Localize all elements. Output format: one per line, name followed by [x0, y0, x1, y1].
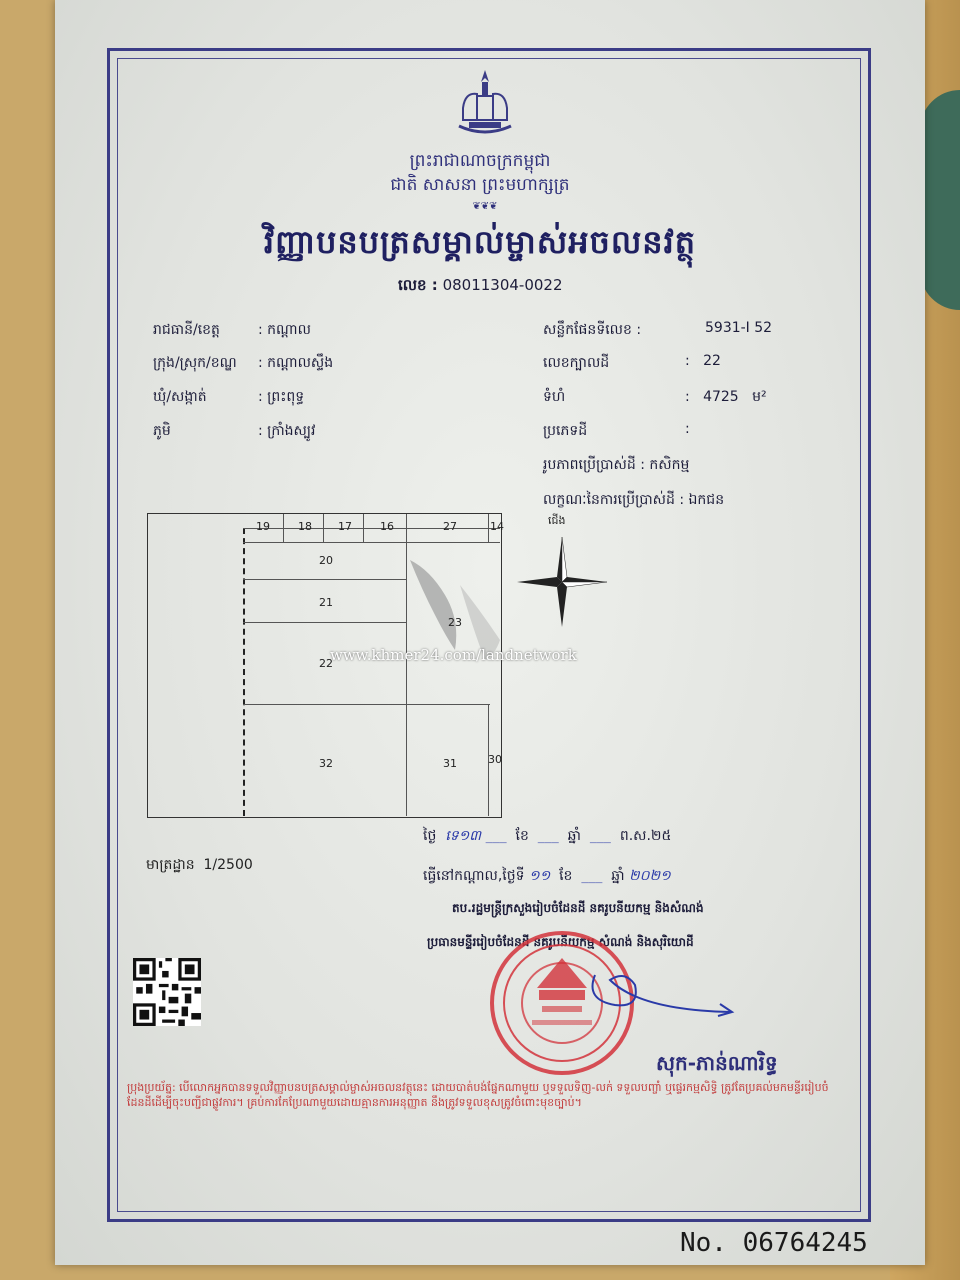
- field-province-value: : កណ្តាល: [258, 322, 311, 338]
- map-line: [406, 514, 407, 816]
- map-line: [243, 704, 490, 705]
- authority-line-1: តប.រដ្ឋមន្ត្រីក្រសួងរៀបចំដែនដី នគរូបនីយកម្ម និងសំណង់: [452, 901, 704, 915]
- cadastral-map: [147, 513, 502, 818]
- map-scale: មាត្រដ្ឋាន 1/2500: [146, 857, 253, 873]
- field-district-label: ក្រុង/ស្រុក/ខណ្ឌ: [153, 355, 237, 371]
- handwritten-issue-year: ២០២១: [629, 868, 671, 884]
- signer-name: សុក-ភាន់ណារិទ្ធ: [656, 1051, 778, 1075]
- map-line: [243, 542, 500, 543]
- map-lot-number: 20: [319, 554, 333, 567]
- map-lot-number: 17: [338, 520, 352, 533]
- field-village-value: : ក្រាំងស្បូវ: [258, 423, 316, 439]
- field-commune-label: ឃុំ/សង្កាត់: [153, 389, 207, 405]
- map-line: [323, 514, 324, 542]
- map-lot-number: 19: [256, 520, 270, 533]
- map-lot-number: 22: [319, 657, 333, 670]
- certificate-number: [398, 276, 563, 298]
- map-line: [363, 514, 364, 542]
- map-line: [488, 514, 489, 542]
- handwritten-lunar-year: ___: [585, 828, 616, 844]
- lunar-date-line: ថ្ងៃ ទេ១៣ ___ ខែ ___ ឆ្នាំ ___ ព.ស.២៥: [423, 828, 672, 844]
- map-lot-number: 32: [319, 757, 333, 770]
- field-land-use-label: រូបភាពប្រើប្រាស់ដី : កសិកម្ម: [543, 457, 690, 473]
- map-lot-number: 18: [298, 520, 312, 533]
- field-ownership-label: លក្ខណៈនៃការប្រើប្រាស់ដី : ឯកជន: [543, 492, 725, 508]
- kingdom-heading: ព្រះរាជាណាចក្រកម្ពុជា: [409, 151, 551, 171]
- royal-emblem-icon: [455, 68, 515, 138]
- map-line: [243, 528, 500, 529]
- field-parcel-value: : 22: [685, 353, 721, 369]
- field-province-label: រាជធានី/ខេត្ត: [153, 322, 220, 338]
- field-parcel-label: លេខក្បាលដី: [543, 355, 610, 371]
- compass-rose-icon: [517, 537, 607, 627]
- serial-number: No. 06764245: [680, 1228, 868, 1258]
- map-lot-number: 14: [490, 520, 504, 533]
- map-boundary-dashed: [243, 528, 245, 816]
- map-lot-number: 30: [488, 753, 502, 766]
- map-lot-number: 23: [448, 616, 462, 629]
- watermark-text: www.khmer24.com/landnetwork: [330, 646, 577, 664]
- header-ornament: ❦❦❦: [472, 201, 498, 212]
- certificate-number-value: 08011304-0022: [442, 276, 563, 294]
- field-area-label: ទំហំ: [543, 389, 566, 405]
- authority-line-2: ប្រធានមន្ទីររៀបចំដែនដី នគរូបនីយកម្ម សំណង់ និងសុរិយោដី: [427, 935, 694, 949]
- issue-date-line: ធ្វើនៅកណ្តាល,ថ្ងៃទី ១១ ខែ ___ ឆ្នាំ ២០២១: [423, 868, 671, 884]
- map-lot-number: 21: [319, 596, 333, 609]
- background-object: [920, 90, 960, 310]
- handwritten-lunar-month: ___: [533, 828, 564, 844]
- field-map-sheet-label: សន្លឹកផែនទីលេខ :: [543, 322, 642, 338]
- field-land-type-value: :: [685, 421, 690, 437]
- map-lot-number: 31: [443, 757, 457, 770]
- map-line: [283, 514, 284, 542]
- qr-code-icon: [133, 958, 201, 1026]
- field-village-label: ភូមិ: [153, 423, 171, 439]
- motto-heading: ជាតិ សាសនា ព្រះមហាក្សត្រ: [390, 175, 570, 195]
- handwritten-issue-day: ១១: [528, 868, 551, 884]
- map-line: [243, 579, 406, 580]
- field-map-sheet-value: 5931-I 52: [705, 320, 773, 336]
- certificate-number-label: លេខ :: [398, 276, 438, 294]
- field-district-value: : កណ្តាលស្ទឹង: [258, 355, 334, 371]
- map-lot-number: 16: [380, 520, 394, 533]
- signature-scribble: [580, 960, 740, 1020]
- north-label: ជើង: [548, 514, 566, 527]
- map-line: [243, 622, 406, 623]
- map-lot-number: 27: [443, 520, 457, 533]
- field-commune-value: : ព្រះពុទ្ធ: [258, 389, 305, 405]
- field-area-unit: ម²: [752, 389, 767, 405]
- handwritten-issue-month: ___: [576, 868, 607, 884]
- handwritten-lunar-day: ទេ១៣ ___: [440, 828, 512, 844]
- field-land-type-label: ប្រភេទដី: [543, 423, 588, 439]
- warning-note: ប្រុងប្រយ័ត្ន: បើលោកអ្នកបានទទួលវិញ្ញាបនបត្រសម្គាល់ម្ចាស់អចលនវត្ថុនេះ ដោយបាត់បង់ផ្នែកណាមួយ ឬទទួលទិញ-លក់ ទទួលបញ្ចាំ ឬផ្ទេរកម្មសិទ្ធិ ត្រូវតែប្រគល់មកមន្ទីររៀបចំដែនដីដើម្បីចុះបញ្ជីជាផ្លូវការ។ គ្រប់ការកែប្រែណាមួយដោយគ្មានការអនុញ្ញាត នឹងត្រូវទទួលខុសត្រូវចំពោះមុខច្បាប់។: [127, 1081, 829, 1109]
- certificate-title: វិញ្ញាបនបត្រសម្គាល់ម្ចាស់អចលនវត្ថុ: [263, 223, 697, 261]
- field-area-value: : 4725 ម²: [685, 389, 767, 405]
